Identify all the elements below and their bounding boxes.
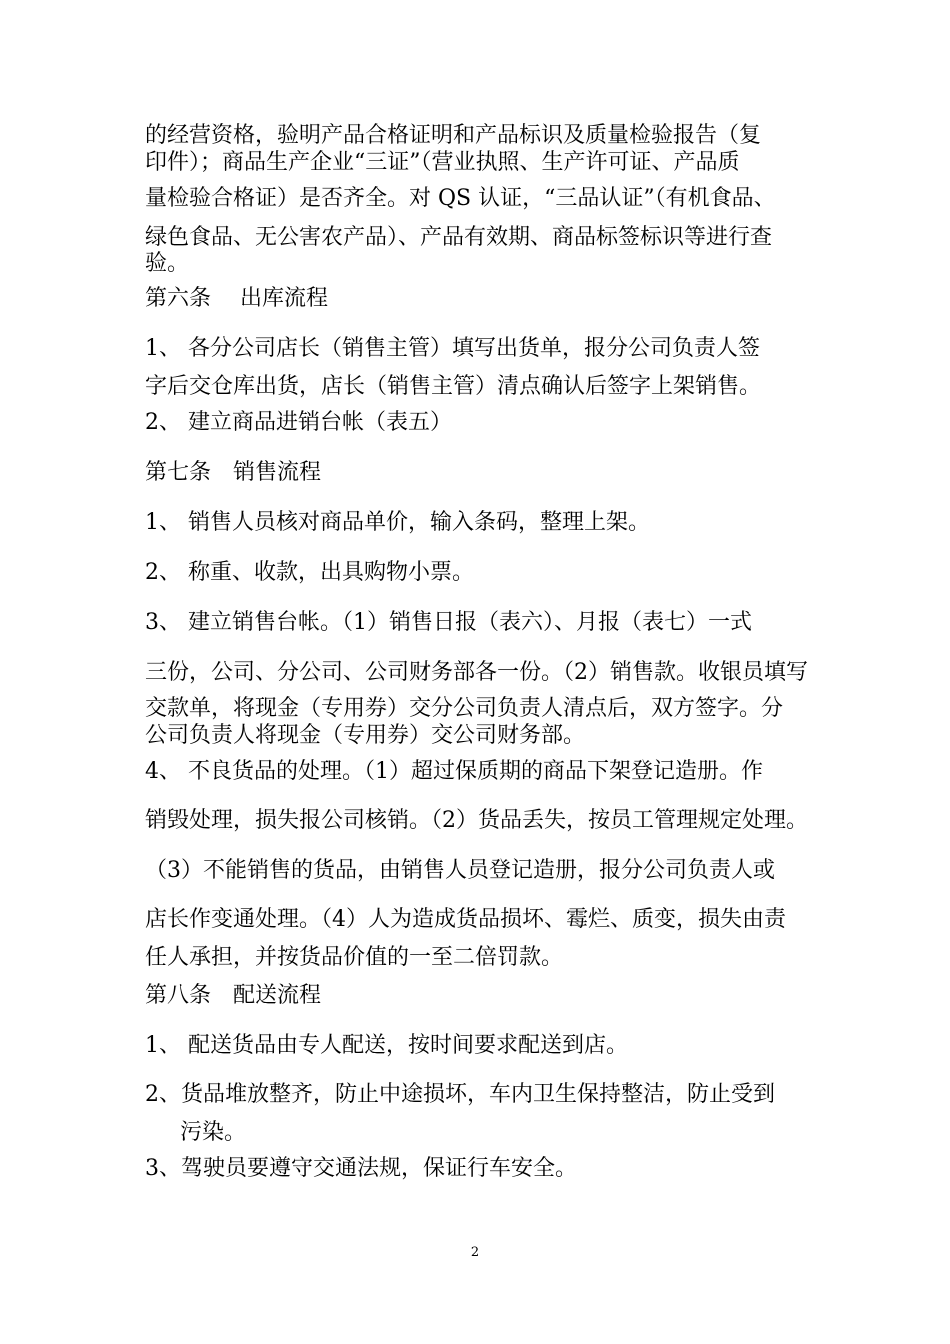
text-line: 的经营资格，验明产品合格证明和产品标识及质量检验报告（复 xyxy=(145,123,762,148)
text-line: 3、驾驶员要遵守交通法规，保证行车安全。 xyxy=(145,1156,577,1181)
page-number: 2 xyxy=(470,1245,480,1260)
section-heading-7: 第七条 销售流程 xyxy=(145,460,322,485)
text-line: 量检验合格证）是否齐全。对 QS 认证，“三品认证”（有机食品、 xyxy=(145,186,776,211)
section-heading-6: 第六条 出库流程 xyxy=(145,286,328,311)
text-line: 印件）；商品生产企业“三证”（营业执照、生产许可证、产品质 xyxy=(145,150,740,175)
text-line: 字后交仓库出货，店长（销售主管）清点确认后签字上架销售。 xyxy=(145,374,762,399)
section-heading-8: 第八条 配送流程 xyxy=(145,983,322,1008)
text-line: 交款单，将现金（专用券）交分公司负责人清点后，双方签字。分 xyxy=(145,696,784,721)
text-line: 验。 xyxy=(145,251,190,276)
text-line: 1、 销售人员核对商品单价，输入条码，整理上架。 xyxy=(145,510,650,535)
text-line: 绿色食品、无公害农产品）、产品有效期、商品标签标识等进行查 xyxy=(145,225,773,250)
text-line: 4、 不良货品的处理。（1）超过保质期的商品下架登记造册。作 xyxy=(145,759,763,784)
text-line: 1、 各分公司店长（销售主管）填写出货单，报分公司负责人签 xyxy=(145,336,760,361)
text-line: 公司负责人将现金（专用券）交公司财务部。 xyxy=(145,723,586,748)
text-line: 2、货品堆放整齐，防止中途损坏，车内卫生保持整洁，防止受到 xyxy=(145,1082,775,1107)
text-line: 店长作变通处理。（4）人为造成货品损坏、霉烂、质变，损失由责 xyxy=(145,907,786,932)
text-line: 污染。 xyxy=(180,1120,247,1145)
text-line: 2、 称重、收款，出具购物小票。 xyxy=(145,560,474,585)
text-line: 任人承担，并按货品价值的一至二倍罚款。 xyxy=(145,945,564,970)
text-line: 销毁处理，损失报公司核销。（2）货品丢失，按员工管理规定处理。 xyxy=(145,808,808,833)
text-line: 2、 建立商品进销台帐（表五） xyxy=(145,410,452,435)
text-line: 三份，公司、分公司、公司财务部各一份。（2）销售款。收银员填写 xyxy=(145,660,808,685)
text-line: 3、 建立销售台帐。（1）销售日报（表六）、月报（表七）一式 xyxy=(145,610,752,635)
text-line: （3）不能销售的货品，由销售人员登记造册，报分公司负责人或 xyxy=(145,858,775,883)
text-line: 1、 配送货品由专人配送，按时间要求配送到店。 xyxy=(145,1033,628,1058)
